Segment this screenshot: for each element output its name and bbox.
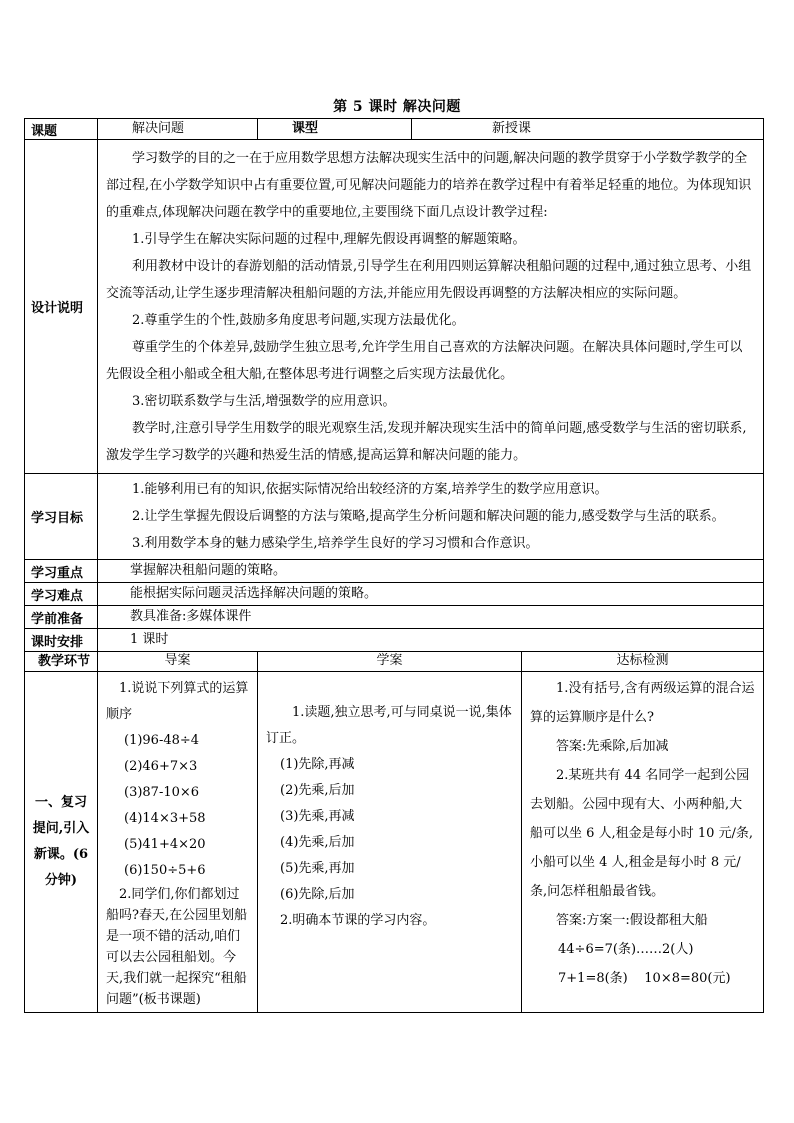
guide-column-header: 导案 (98, 652, 258, 672)
check-answer: 答案:方案一:假设都租大船 (556, 913, 708, 928)
stage-column-header: 教学环节 (25, 652, 98, 672)
study-column-header: 学案 (258, 652, 522, 672)
design-row (25, 140, 764, 474)
columns-header-row (25, 652, 764, 672)
design-paragraph: 学习数学的目的之一在于应用数学思想方法解决现实生活中的问题,解决问题的教学贯穿于小学数学教学的全部过程,在小学数学知识中占有重要位置,可见解决问题能力的培养在教学过程中有着举足轻重的地位。为体现知识的重难点,体现解决问题在教学中的重要地位,主要围绕下面几点设计教学过程: (106, 151, 752, 220)
preparation-row (25, 606, 764, 629)
goal-item: 2.让学生掌握先假设后调整的方法与策略,提高学生分析问题和解决问题的能力,感受数学与生活的联系。 (132, 509, 725, 524)
check-column-header: 达标检测 (522, 652, 764, 672)
study-cell (258, 672, 522, 1013)
schedule-label: 课时安排 (25, 629, 98, 652)
guide-expression: (2)46+7×3 (124, 759, 198, 774)
check-answer: 答案:先乘除,后加减 (556, 739, 669, 754)
design-paragraph: 教学时,注意引导学生用数学的眼光观察生活,发现并解决现实生活中的简单问题,感受数学与生活的密切联系,激发学生学习数学的兴趣和热爱生活的情感,提高运算和解决问题的能力。 (106, 421, 747, 463)
goal-item: 3.利用数学本身的魅力感染学生,培养学生良好的学习习惯和合作意识。 (132, 536, 539, 551)
goal-item: 1.能够利用已有的知识,依据实际情况给出较经济的方案,培养学生的数学应用意识。 (132, 482, 608, 497)
key-point-value: 掌握解决租船问题的策略。 (98, 560, 764, 583)
topic-value: 解决问题 (98, 119, 258, 140)
guide-question: 1.说说下列算式的运算顺序 (106, 681, 249, 722)
section-row (25, 672, 764, 1013)
guide-cell (98, 672, 258, 1013)
study-answer: (6)先除,后加 (280, 887, 355, 902)
design-paragraph: 2.尊重学生的个性,鼓励多角度思考问题,实现方法最优化。 (132, 313, 465, 328)
preparation-value: 教具准备:多媒体课件 (98, 606, 764, 629)
study-answer: (1)先除,再减 (280, 757, 355, 772)
lesson-plan-table (24, 118, 764, 1013)
topic-row (25, 119, 764, 140)
goals-label: 学习目标 (25, 474, 98, 560)
check-calculation: 44÷6=7(条)……2(人) (558, 942, 694, 957)
type-label: 课型 (258, 119, 412, 140)
schedule-value: 1 课时 (98, 629, 764, 652)
check-cell (522, 672, 764, 1013)
study-answer: (3)先乘,再减 (280, 809, 355, 824)
schedule-row (25, 629, 764, 652)
check-question: 2.某班共有 44 名同学一起到公园去划船。公园中现有大、小两种船,大船可以坐 6 人,租金是每小时 10 元/条,小船可以坐 4 人,租金是每小时 8 元/条,问怎样租船最省钱。 (530, 768, 754, 899)
study-answer: (5)先乘,再加 (280, 861, 355, 876)
check-calculation: 7+1=8(条) 10×8=80(元) (558, 971, 731, 986)
type-value: 新授课 (412, 119, 764, 140)
section-label: 一、复习提问,引入新课。(6分钟) (25, 672, 98, 1013)
key-point-row (25, 560, 764, 583)
page-title: 第 5 课时 解决问题 (333, 99, 461, 115)
guide-question: 2.同学们,你们都划过船吗?春天,在公园里划船是一项不错的活动,咱们可以去公园租船划。今天,我们就一起探究“租船问题”(板书课题) (106, 887, 248, 1007)
goals-row (25, 474, 764, 560)
difficulty-label: 学习难点 (25, 583, 98, 606)
topic-label: 课题 (25, 119, 98, 140)
difficulty-row (25, 583, 764, 606)
study-answer: (2)先乘,后加 (280, 783, 355, 798)
design-content (98, 140, 764, 474)
design-paragraph: 利用教材中设计的春游划船的活动情景,引导学生在利用四则运算解决租船问题的过程中,通过独立思考、小组交流等活动,让学生逐步理清解决租船问题的方法,并能应用先假设再调整的方法解决相应的实际问题。 (106, 259, 752, 301)
study-intro: 1.读题,独立思考,可与同桌说一说,集体订正。 (266, 705, 512, 746)
guide-expression: (4)14×3+58 (124, 811, 206, 826)
check-question: 1.没有括号,含有两级运算的混合运算的运算顺序是什么? (530, 681, 755, 725)
guide-expression: (3)87-10×6 (124, 785, 200, 800)
study-conclusion: 2.明确本节课的学习内容。 (280, 913, 436, 928)
design-paragraph: 1.引导学生在解决实际问题的过程中,理解先假设再调整的解题策略。 (132, 232, 526, 247)
guide-expression: (6)150÷5+6 (124, 863, 206, 878)
difficulty-value: 能根据实际问题灵活选择解决问题的策略。 (98, 583, 764, 606)
guide-expression: (1)96-48÷4 (124, 733, 200, 748)
guide-expression: (5)41+4×20 (124, 837, 206, 852)
goals-content (98, 474, 764, 560)
preparation-label: 学前准备 (25, 606, 98, 629)
design-label: 设计说明 (25, 140, 98, 474)
design-paragraph: 3.密切联系数学与生活,增强数学的应用意识。 (132, 394, 396, 409)
design-paragraph: 尊重学生的个体差异,鼓励学生独立思考,允许学生用自己喜欢的方法解决问题。在解决具体问题时,学生可以先假设全租小船或全租大船,在整体思考进行调整之后实现方法最优化。 (106, 340, 743, 382)
study-answer: (4)先乘,后加 (280, 835, 355, 850)
key-point-label: 学习重点 (25, 560, 98, 583)
